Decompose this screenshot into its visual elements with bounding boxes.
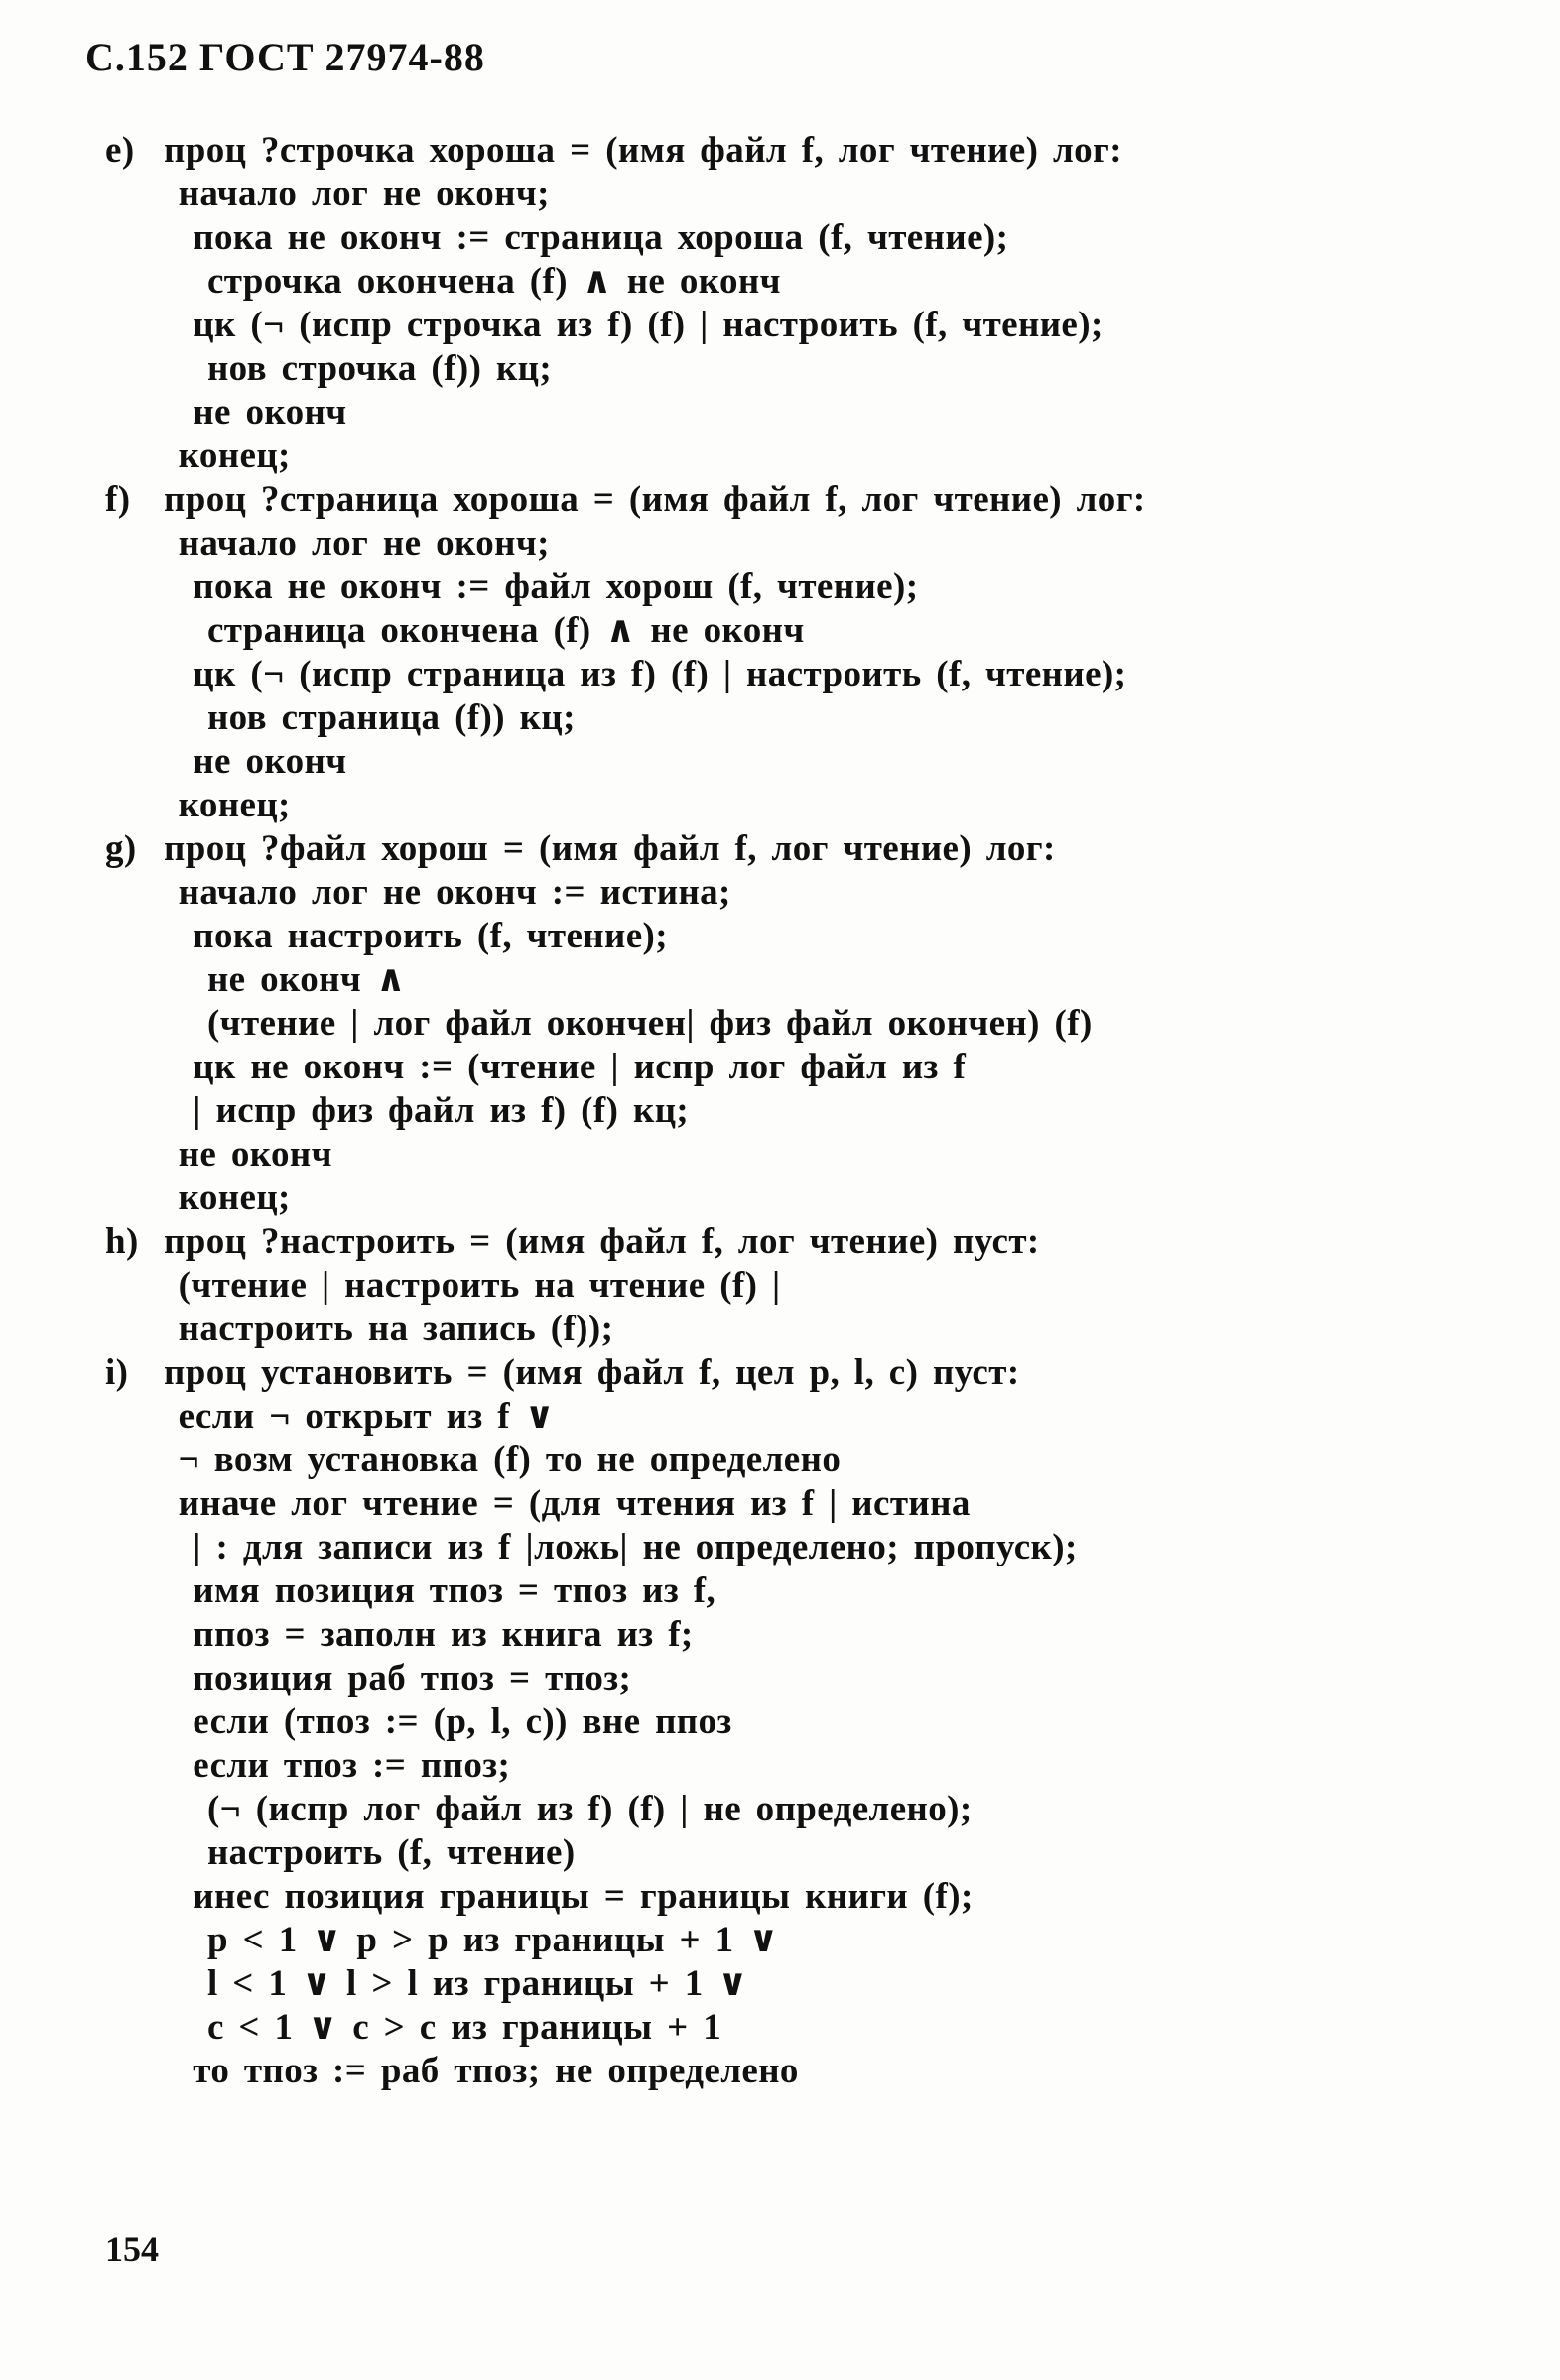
code-line: иначе лог чтение = (для чтения из f | истина bbox=[164, 1483, 971, 1524]
code-line: | : для записи из f |ложь| не определено; пропуск); bbox=[164, 1527, 1078, 1567]
code-section-f bbox=[0, 478, 1560, 827]
code-line: строчка окончена (f) ∧ не оконч bbox=[164, 261, 781, 302]
code-line: настроить на запись (f)); bbox=[164, 1309, 614, 1349]
code-listing bbox=[0, 129, 1560, 2093]
code-section-i bbox=[0, 1351, 1560, 2093]
code-line: (чтение | лог файл окончен| физ файл окончен) (f) bbox=[164, 1003, 1093, 1044]
code-text: проц ?страница хороша = (имя файл f, лог чтение) лог: bbox=[164, 479, 1146, 520]
section-label: g) bbox=[105, 828, 137, 869]
code-line: пока настроить (f, чтение); bbox=[164, 916, 668, 956]
code-line: не оконч bbox=[164, 1134, 332, 1175]
code-text: проц ?настроить = (имя файл f, лог чтение) пуст: bbox=[164, 1221, 1040, 1262]
code-text: проц ?строчка хороша = (имя файл f, лог чтение) лог: bbox=[164, 130, 1122, 171]
code-line: начало лог не оконч; bbox=[164, 174, 550, 214]
section-label: h) bbox=[105, 1221, 139, 1262]
code-line bbox=[0, 1220, 1560, 1264]
code-line bbox=[0, 129, 1560, 173]
code-line: l < 1 ∨ l > l из границы + 1 ∨ bbox=[164, 1963, 748, 2004]
code-line: c < 1 ∨ c > c из границы + 1 bbox=[164, 2007, 722, 2048]
code-section-e bbox=[0, 129, 1560, 478]
code-line: нов страница (f)) кц; bbox=[164, 697, 576, 738]
code-line: нов строчка (f)) кц; bbox=[164, 348, 553, 389]
code-line: пока не оконч := страница хороша (f, чтение); bbox=[164, 217, 1009, 258]
code-line bbox=[0, 827, 1560, 871]
section-label: i) bbox=[105, 1352, 129, 1393]
code-text: проц установить = (имя файл f, цел p, l, c) пуст: bbox=[164, 1352, 1020, 1393]
code-line: ппоз = заполн из книга из f; bbox=[164, 1614, 694, 1655]
code-line: (¬ (испр лог файл из f) (f) | не определено); bbox=[164, 1789, 973, 1829]
code-line: | испр физ файл из f) (f) кц; bbox=[164, 1090, 690, 1131]
code-line: настроить (f, чтение) bbox=[164, 1832, 576, 1873]
page-header: С.152 ГОСТ 27974-88 bbox=[85, 35, 485, 79]
code-line: не оконч bbox=[164, 741, 347, 782]
code-line: если (тпоз := (p, l, c)) вне ппоз bbox=[164, 1701, 732, 1742]
code-line: не оконч bbox=[164, 392, 347, 433]
section-label: e) bbox=[105, 130, 135, 171]
code-line: начало лог не оконч := истина; bbox=[164, 872, 731, 913]
code-section-h bbox=[0, 1220, 1560, 1351]
code-text: проц ?файл хорош = (имя файл f, лог чтение) лог: bbox=[164, 828, 1056, 869]
code-line: ¬ возм установка (f) то не определено bbox=[164, 1440, 842, 1480]
code-line: имя позиция тпоз = тпоз из f, bbox=[164, 1570, 716, 1611]
code-section-g bbox=[0, 827, 1560, 1220]
code-line: то тпоз := раб тпоз; не определено bbox=[164, 2051, 799, 2091]
code-line: начало лог не оконч; bbox=[164, 523, 550, 564]
code-line: цк (¬ (испр строчка из f) (f) | настроить (f, чтение); bbox=[164, 305, 1104, 345]
code-line: конец; bbox=[164, 1178, 291, 1218]
code-line: позиция раб тпоз = тпоз; bbox=[164, 1658, 632, 1698]
code-line: если тпоз := ппоз; bbox=[164, 1745, 511, 1786]
code-line: пока не оконч := файл хорош (f, чтение); bbox=[164, 566, 919, 607]
section-label: f) bbox=[105, 479, 131, 520]
code-line: инес позиция границы = границы книги (f); bbox=[164, 1876, 974, 1917]
code-line bbox=[0, 478, 1560, 522]
code-line: страница окончена (f) ∧ не оконч bbox=[164, 610, 805, 651]
code-line: цк (¬ (испр страница из f) (f) | настроить (f, чтение); bbox=[164, 654, 1127, 694]
code-line: (чтение | настроить на чтение (f) | bbox=[164, 1265, 781, 1306]
code-line: цк не оконч := (чтение | испр лог файл из f bbox=[164, 1047, 967, 1087]
code-line: конец; bbox=[164, 785, 291, 825]
code-line: p < 1 ∨ p > p из границы + 1 ∨ bbox=[164, 1920, 779, 1960]
code-line: конец; bbox=[164, 436, 291, 476]
code-line: не оконч ∧ bbox=[164, 959, 407, 1000]
code-line bbox=[0, 1351, 1560, 1395]
code-line: если ¬ открыт из f ∨ bbox=[164, 1396, 556, 1437]
page-number: 154 bbox=[105, 2229, 159, 2269]
